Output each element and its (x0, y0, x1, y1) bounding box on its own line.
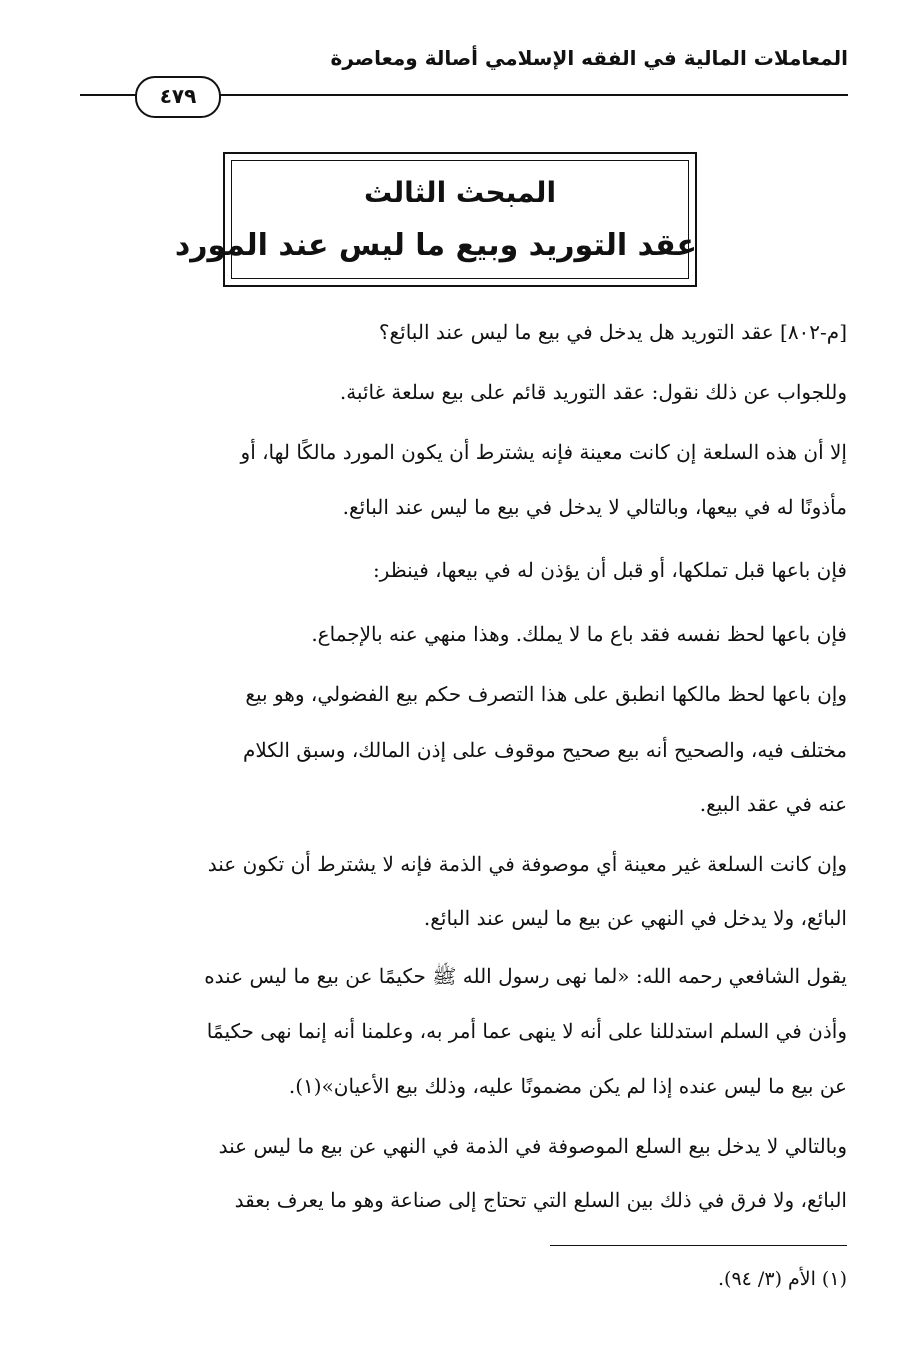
section-title: عقد التوريد وبيع ما ليس عند المورد (174, 228, 697, 263)
body-line: وإن باعها لحظ مالكها انطبق على هذا التصرف حكم بيع الفضولي، وهو بيع (245, 682, 847, 706)
footnote-rule (550, 1245, 847, 1246)
section-heading-box (174, 152, 697, 287)
body-line: البائع، ولا فرق في ذلك بين السلع التي تحتاج إلى صناعة وهو ما يعرف بعقد (234, 1188, 847, 1212)
body-line: وللجواب عن ذلك نقول: عقد التوريد قائم على بيع سلعة غائبة. (339, 380, 847, 404)
footnote: (١) الأم (٣/ ٩٤). (718, 1268, 847, 1290)
section-heading: المبحث الثالث (363, 176, 557, 209)
body-line: إلا أن هذه السلعة إن كانت معينة فإنه يشترط أن يكون المورد مالكًا لها، أو (240, 440, 847, 464)
body-line: مختلف فيه، والصحيح أنه بيع صحيح موقوف على إذن المالك، وسبق الكلام (242, 738, 847, 762)
body-line: يقول الشافعي رحمه الله: «لما نهى رسول الله ﷺ حكيمًا عن بيع ما ليس عنده (204, 964, 847, 988)
body-line: عن بيع ما ليس عنده إذا لم يكن مضمونًا عليه، وذلك بيع الأعيان»(١). (288, 1074, 847, 1098)
page-number: ٤٧٩ (135, 76, 221, 118)
body-line: وإن كانت السلعة غير معينة أي موصوفة في الذمة فإنه لا يشترط أن تكون عند (207, 852, 847, 876)
running-title: المعاملات المالية في الفقه الإسلامي أصالة ومعاصرة (330, 46, 848, 70)
body-line: فإن باعها لحظ نفسه فقد باع ما لا يملك. وهذا منهي عنه بالإجماع. (311, 622, 847, 646)
body-line: وأذن في السلم استدللنا على أنه لا ينهى عما أمر به، وعلمنا أنه إنما نهى حكيمًا (206, 1019, 847, 1043)
body-line: البائع، ولا يدخل في النهي عن بيع ما ليس عند البائع. (423, 906, 847, 930)
body-line: عنه في عقد البيع. (699, 792, 847, 816)
body-line: وبالتالي لا يدخل بيع السلع الموصوفة في الذمة في النهي عن بيع ما ليس عند (218, 1134, 847, 1158)
body-line: [م-٨٠٢] عقد التوريد هل يدخل في بيع ما ليس عند البائع؟ (378, 320, 847, 344)
body-line: مأذونًا له في بيعها، وبالتالي لا يدخل في بيع ما ليس عند البائع. (342, 495, 847, 519)
body-line: فإن باعها قبل تملكها، أو قبل أن يؤذن له في بيعها، فينظر: (372, 558, 847, 582)
